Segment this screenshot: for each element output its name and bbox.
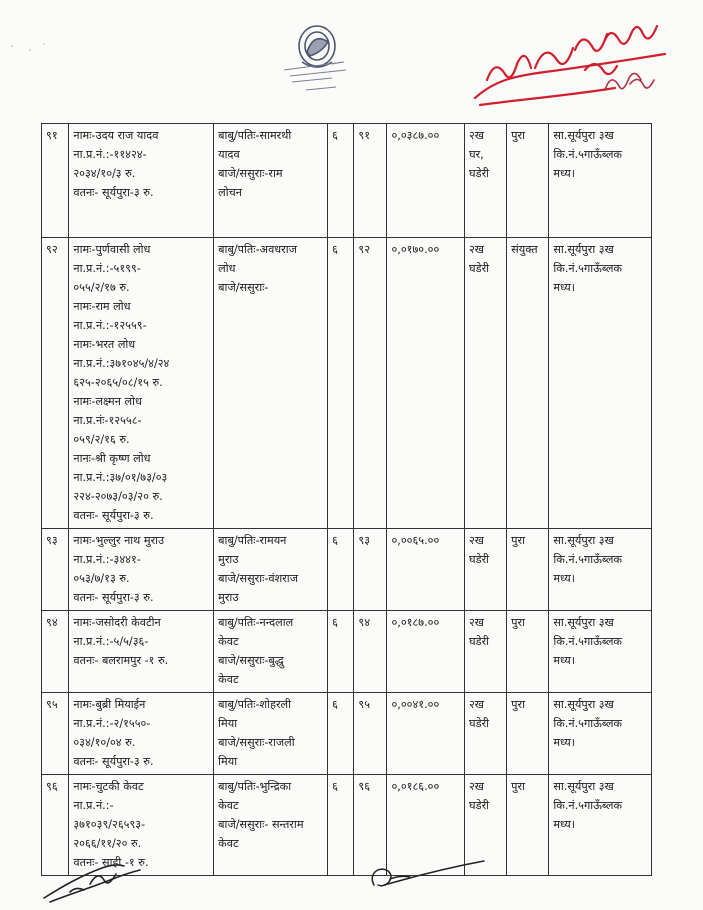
relation-details: बाबु/पतिः-अवधराज लोध बाजे/ससुराः- — [214, 238, 328, 529]
remarks: सा.सूर्यपुरा ३ख कि.नं.५गाऊँब्लक मध्य। — [549, 529, 652, 611]
relation-details: बाबु/पतिः-शोहरली मिया बाजे/ससुराः-राजली मिया — [214, 693, 328, 775]
owner-details: नामः-पुर्णवासी लोध ना.प्र.नं.:-५१९९- ०५५/२/१७ रु. नामः-राम लोध ना.प्र.नं.:-१२५५९- नामः-भरत लोध ना.प्र.नं.:३७१०४५/४/२४ ६२५-२०६५/०८/१५ रु. नामः-लक्ष्मन लोध ना.प्र.नंः-१२५५८- ०५९/२/१६ रु. नानः-श्री कृष्ण लोध ना.प्र.नं.:३७/०१/७३/०३ २२४-२०७३/०३/२० रु. वतनः- सूर्यपुरा-३ रु. — [69, 238, 214, 529]
relation-details: बाबु/पतिः-भुन्द्रिका केवट बाजे/ससुराः- सन्तराम केवट — [214, 775, 328, 876]
kitta-number: ९१ — [354, 124, 387, 238]
scan-marks — [8, 40, 48, 60]
remarks: सा.सूर्यपुरा ३ख कि.नं.५गाऊँब्लक मध्य। — [549, 238, 652, 529]
table-row — [42, 238, 652, 529]
ward-number: ६ — [328, 611, 354, 693]
remarks: सा.सूर्यपुरा ३ख कि.नं.५गाऊँब्लक मध्य। — [549, 124, 652, 238]
owner-details: नामः-भुल्लुर नाथ मुराउ ना.प्र.नं.:-३४४१- ०५३/७/१३ रु. वतनः- सूर्यपुरा-३ रु. — [69, 529, 214, 611]
ward-number: ६ — [328, 124, 354, 238]
land-type: २ख घडेरी — [464, 611, 506, 693]
serial-number: ९४ — [42, 611, 69, 693]
table-row — [42, 124, 652, 238]
kitta-number: ९३ — [354, 529, 387, 611]
signature-middle-icon — [360, 855, 490, 903]
serial-number: ९५ — [42, 693, 69, 775]
kitta-number: ९४ — [354, 611, 387, 693]
land-type: २ख घडेरी — [464, 238, 506, 529]
ward-number: ६ — [328, 693, 354, 775]
kitta-number: ९५ — [354, 693, 387, 775]
table-row — [42, 693, 652, 775]
ownership-type: संयुक्त — [507, 238, 549, 529]
serial-number: ९३ — [42, 529, 69, 611]
handwritten-stamp-icon — [455, 10, 695, 120]
serial-number: ९२ — [42, 238, 69, 529]
ward-number: ६ — [328, 775, 354, 876]
ward-number: ६ — [328, 529, 354, 611]
land-type: २ख घर, घडेरी — [464, 124, 506, 238]
signature-left-icon — [40, 858, 150, 906]
land-type: २ख घडेरी — [464, 775, 506, 876]
land-area: ०,०१८७.०० — [387, 611, 465, 693]
relation-details: बाबु/पतिः-सामरथी यादव बाजे/ससुराः-राम लोचन — [214, 124, 328, 238]
owner-details: नामः-जसोदरी केवटीन ना.प्र.नं.:-५/५/३६- वतनः- बलरामपुर -१ रु. — [69, 611, 214, 693]
land-area: ०,००४१.०० — [387, 693, 465, 775]
relation-details: बाबु/पतिः-नन्दलाल केवट बाजे/ससुराः-बुद्धु केवट — [214, 611, 328, 693]
serial-number: ९१ — [42, 124, 69, 238]
land-area: ०,०३८७.०० — [387, 124, 465, 238]
land-type: २ख घडेरी — [464, 693, 506, 775]
ownership-type: पुरा — [507, 611, 549, 693]
ownership-type: पुरा — [507, 124, 549, 238]
table-row — [42, 529, 652, 611]
serial-number: ९६ — [42, 775, 69, 876]
remarks: सा.सूर्यपुरा ३ख कि.नं.५गाऊँब्लक मध्य। — [549, 693, 652, 775]
kitta-number: ९२ — [354, 238, 387, 529]
land-area: ०,०१७०.०० — [387, 238, 465, 529]
relation-details: बाबु/पतिः-रामयन मुराउ बाजे/ससुराः-वंशराज मुराउ — [214, 529, 328, 611]
government-seal-icon — [262, 12, 372, 102]
table-row — [42, 611, 652, 693]
owner-details: नामः-चुटकी केवट ना.प्र.नं.:- ३७१०३९/२६५९३- २०६६/११/२० रु. वतनः- साही -१ रु. — [69, 775, 214, 876]
land-ownership-table — [41, 123, 652, 876]
ownership-type: पुरा — [507, 529, 549, 611]
remarks: सा.सूर्यपुरा ३ख कि.नं.५गाऊँब्लक मध्य। — [549, 775, 652, 876]
kitta-number: ९६ — [354, 775, 387, 876]
land-type: २ख घडेरी — [464, 529, 506, 611]
ownership-type: पुरा — [507, 693, 549, 775]
land-area: ०,००६५.०० — [387, 529, 465, 611]
owner-details: नामः-बुब्री मियाईन ना.प्र.नं.:-२/१५५०- ०३४/१०/०४ रु. वतनः- सूर्यपुरा-३ रु. — [69, 693, 214, 775]
land-area: ०,०१८६.०० — [387, 775, 465, 876]
owner-details: नामः-उदय राज यादव ना.प्र.नं.:-११४२४- २०३४/१०/३ रु. वतनः- सूर्यपुरा-३ रु. — [69, 124, 214, 238]
ownership-type: पुरा — [507, 775, 549, 876]
remarks: सा.सूर्यपुरा ३ख कि.नं.५गाऊँब्लक मध्य। — [549, 611, 652, 693]
ward-number: ६ — [328, 238, 354, 529]
